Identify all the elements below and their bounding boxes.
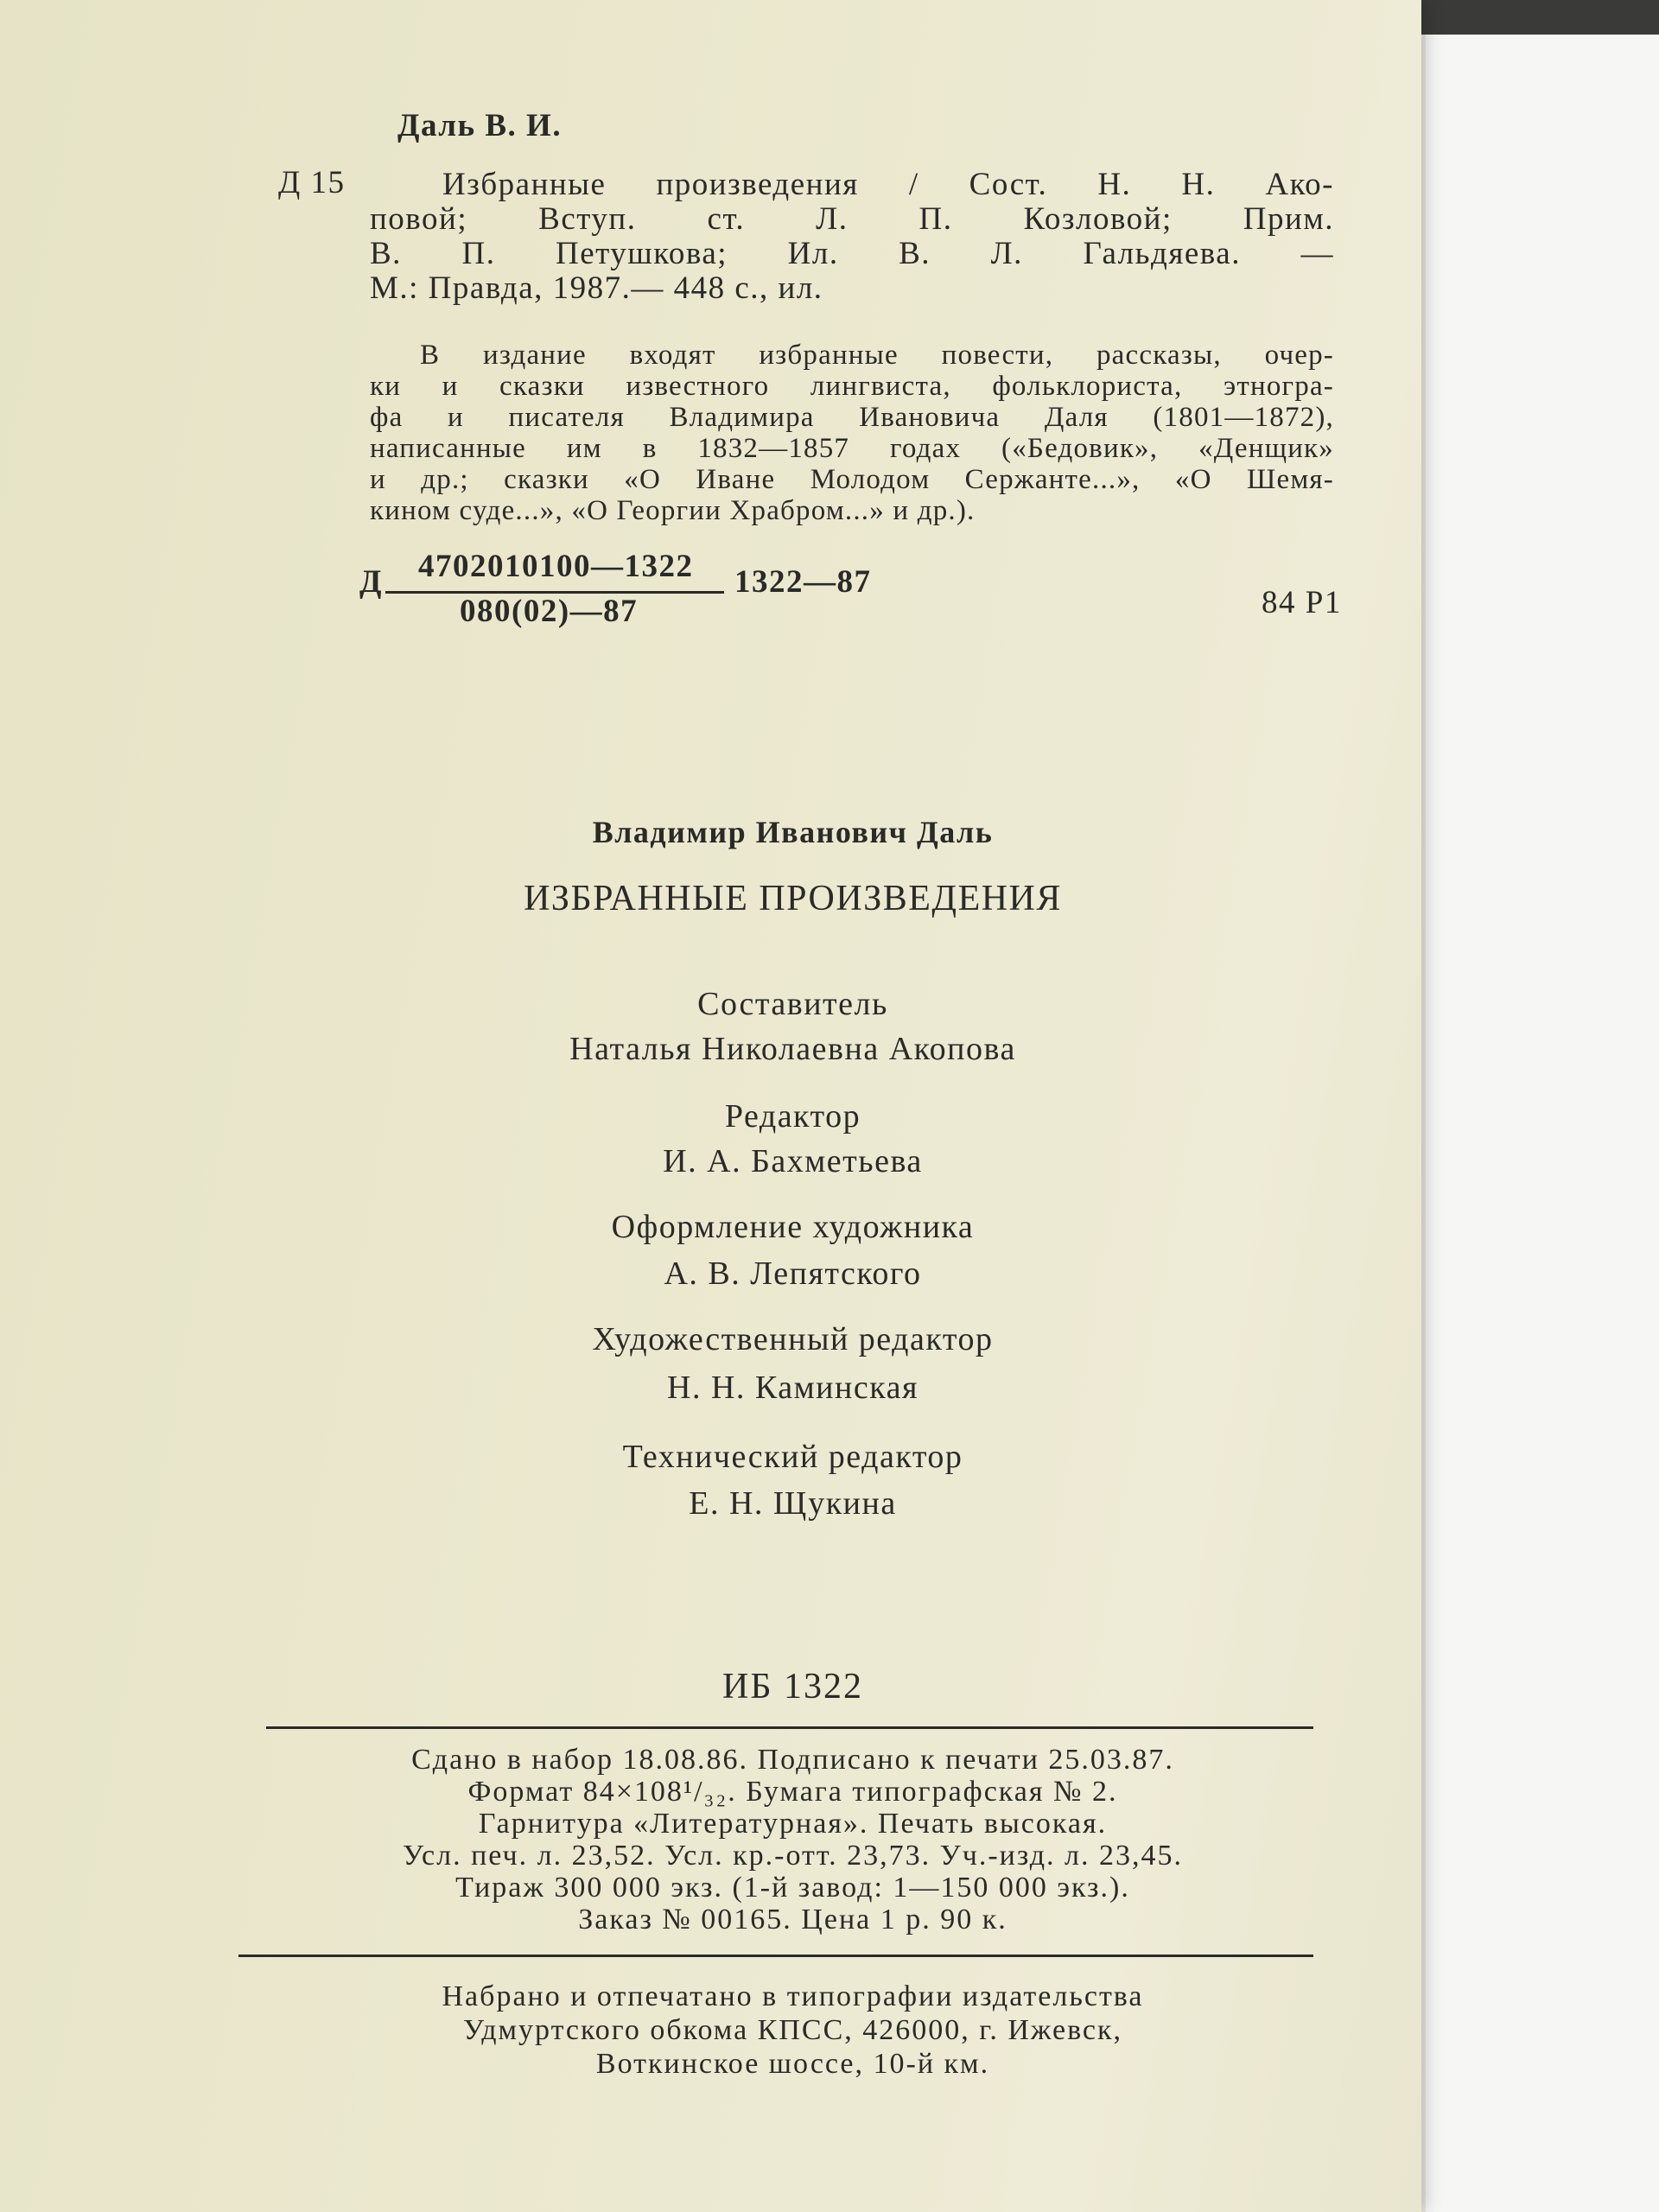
credit-name: А. В. Лепятского xyxy=(664,1255,922,1292)
imprint-line: Заказ № 00165. Цена 1 р. 90 к. xyxy=(578,1904,1007,1936)
annotation-line: ки и сказки известного лингвиста, фольклориста, этногра- xyxy=(370,371,1334,402)
divider-line xyxy=(266,1726,1313,1729)
book-title: ИЗБРАННЫЕ ПРОИЗВЕДЕНИЯ xyxy=(524,879,1062,918)
code-letter: Д xyxy=(359,564,383,600)
classification-code: 84 Р1 xyxy=(1262,585,1342,620)
code-suffix: 1322—87 xyxy=(734,564,872,600)
author-heading: Даль В. И. xyxy=(397,108,563,143)
credit-role: Редактор xyxy=(724,1098,861,1135)
description-line: В. П. Петушкова; Ил. В. Л. Гальдяева. — xyxy=(370,236,1334,271)
description-line: М.: Правда, 1987.— 448 с., ил. xyxy=(370,270,823,306)
book-author: Владимир Иванович Даль xyxy=(592,815,994,849)
credit-name: Наталья Николаевна Акопова xyxy=(569,1031,1016,1067)
credit-role: Составитель xyxy=(697,986,888,1022)
annotation-line: фа и писателя Владимира Ивановича Даля (1801—1872), xyxy=(370,402,1334,433)
imprint-line: Гарнитура «Литературная». Печать высокая. xyxy=(478,1808,1108,1840)
description-line: Избранные произведения / Сост. Н. Н. Ако- xyxy=(442,167,1334,202)
imprint-line: Формат 84×108¹/₃₂. Бумага типографская № 2. xyxy=(467,1776,1118,1808)
imprint-line: Усл. печ. л. 23,52. Усл. кр.-отт. 23,73. Уч.-изд. л. 23,45. xyxy=(403,1840,1183,1872)
code-numerator: 4702010100—1322 xyxy=(418,549,694,584)
printer-line: Удмуртского обкома КПСС, 426000, г. Ижевск, xyxy=(462,2014,1123,2046)
catalog-index: Д 15 xyxy=(278,165,346,200)
code-denominator: 080(02)—87 xyxy=(460,594,639,629)
annotation-line: В издание входят избранные повести, рассказы, очер- xyxy=(420,340,1334,371)
credit-name: Н. Н. Каминская xyxy=(667,1370,918,1406)
imprint-line: Сдано в набор 18.08.86. Подписано к печати 25.03.87. xyxy=(411,1744,1174,1776)
annotation-line: и др.; сказки «О Иване Молодом Сержанте...», «О Шемя- xyxy=(370,464,1334,495)
credit-name: Е. Н. Щукина xyxy=(689,1485,897,1522)
imprint-line: Тираж 300 000 экз. (1-й завод: 1—150 000 экз.). xyxy=(455,1872,1130,1904)
credit-role: Оформление художника xyxy=(611,1209,975,1245)
credit-role: Технический редактор xyxy=(622,1439,963,1475)
dark-background-strip xyxy=(1382,0,1659,35)
annotation-line: написанные им в 1832—1857 годах («Бедовик», «Денщик» xyxy=(370,433,1334,464)
printer-line: Воткинское шоссе, 10-й км. xyxy=(595,2048,990,2080)
divider-line xyxy=(238,1955,1313,1957)
credit-name: И. А. Бахметьева xyxy=(663,1143,923,1179)
printer-line: Набрано и отпечатано в типографии издательства xyxy=(442,1980,1144,2012)
annotation-line: кином суде...», «О Георгии Храбром...» и др.). xyxy=(370,495,976,526)
credit-role: Художественный редактор xyxy=(592,1321,994,1357)
description-line: повой; Вступ. ст. Л. П. Козловой; Прим. xyxy=(370,201,1334,237)
ib-number: ИБ 1322 xyxy=(722,1667,863,1707)
